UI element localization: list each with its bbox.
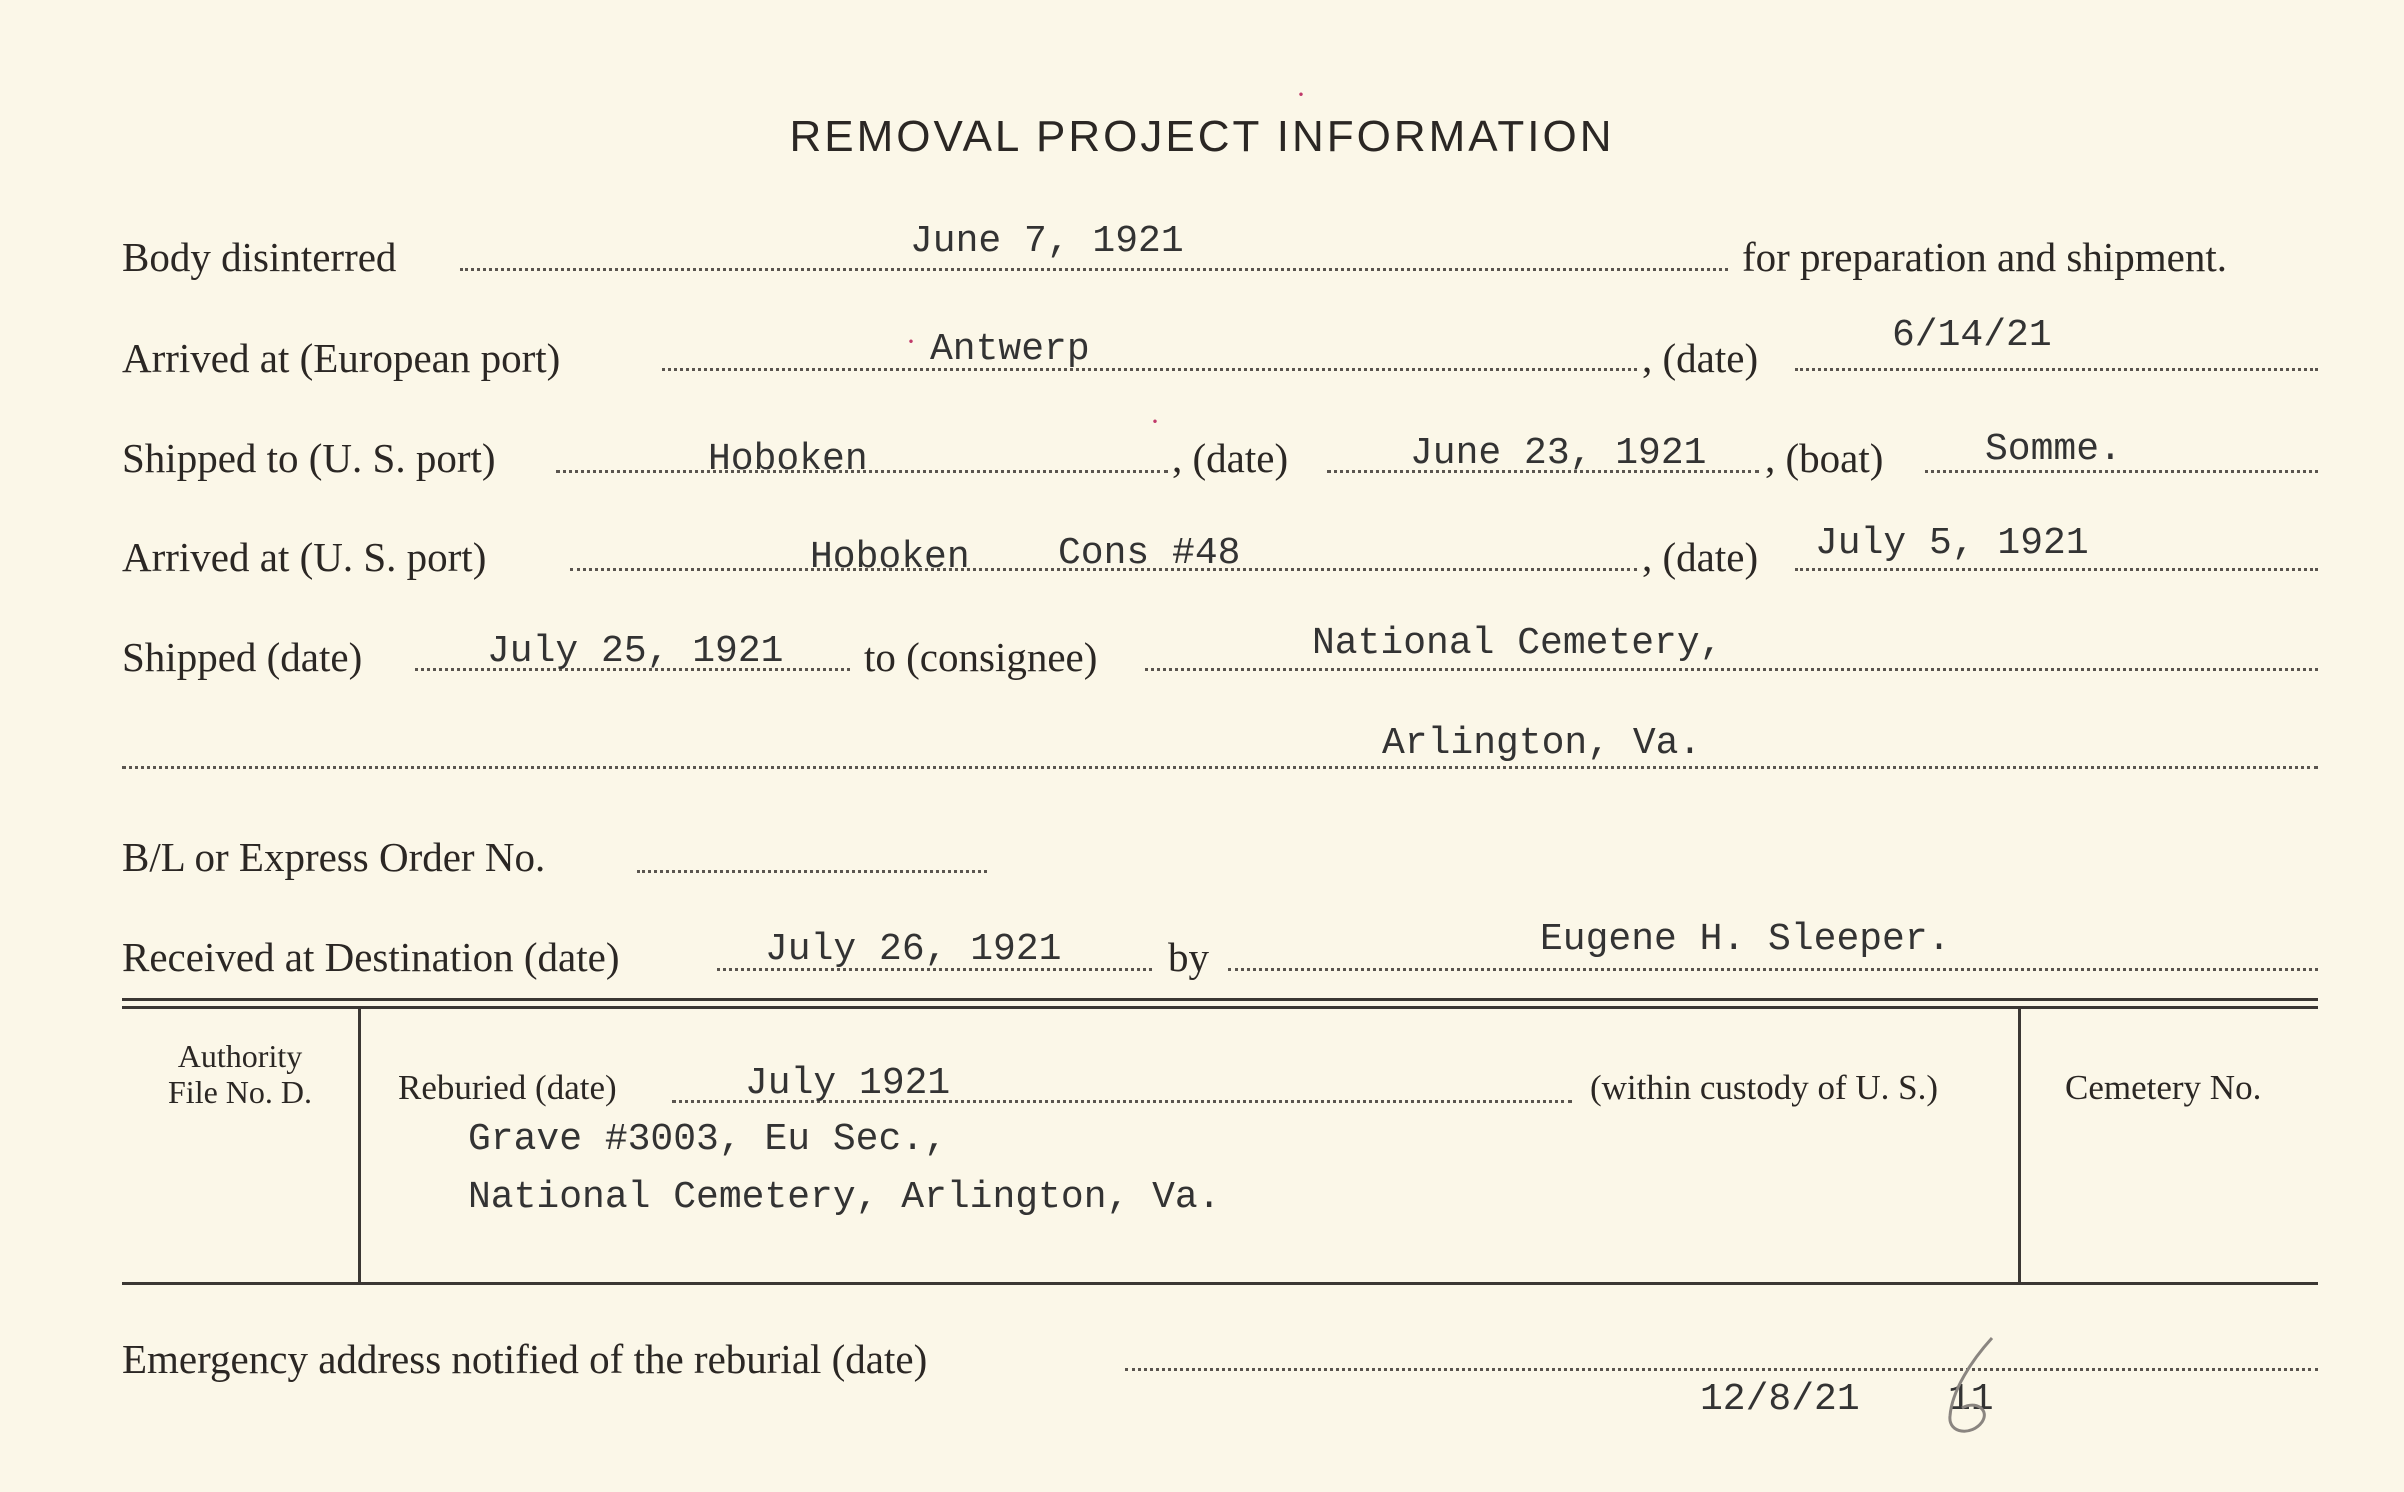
emergency-label: Emergency address notified of the reburial (date)	[122, 1336, 928, 1382]
shipped-value: July 25, 1921	[487, 630, 784, 673]
box-top-rule-2	[122, 1006, 2318, 1009]
box-divider-right	[2018, 1008, 2021, 1283]
grave-line2: National Cemetery, Arlington, Va.	[468, 1176, 1221, 1219]
disinterred-line	[460, 268, 1728, 271]
shipped-us-label: Shipped to (U. S. port)	[122, 435, 496, 481]
emergency-line	[1125, 1368, 2318, 1371]
grave-line1: Grave #3003, Eu Sec.,	[468, 1118, 947, 1161]
shipped-us-boat-label: , (boat)	[1765, 435, 1884, 481]
cemetery-no-label: Cemetery No.	[2065, 1068, 2262, 1107]
consignee-label: to (consignee)	[864, 634, 1098, 680]
european-port-date-value: 6/14/21	[1892, 314, 2052, 357]
arrived-us-label: Arrived at (U. S. port)	[122, 534, 487, 580]
consignee-line-2	[122, 766, 2318, 769]
reburied-value: July 1921	[745, 1062, 951, 1105]
authority-line2: File No. D.	[168, 1074, 312, 1110]
shipped-us-date-label: , (date)	[1172, 435, 1289, 481]
arrived-us-date-value: July 5, 1921	[1815, 522, 2089, 565]
received-by-line	[1228, 968, 2318, 971]
european-port-label: Arrived at (European port)	[122, 335, 561, 381]
card-title: REMOVAL PROJECT INFORMATION	[789, 112, 1615, 161]
box-top-rule-1	[122, 998, 2318, 1001]
european-port-value: Antwerp	[930, 328, 1090, 371]
consignee-line2: Arlington, Va.	[1382, 722, 1702, 765]
arrived-us-date-line	[1795, 568, 2318, 571]
authority-label	[130, 1038, 350, 1110]
disinterred-suffix: for preparation and shipment.	[1742, 234, 2228, 280]
bl-label: B/L or Express Order No.	[122, 834, 546, 880]
disinterred-label: Body disinterred	[122, 234, 397, 280]
box-bottom-rule	[122, 1282, 2318, 1285]
european-port-line	[662, 368, 1637, 371]
received-by-value: Eugene H. Sleeper.	[1540, 918, 1951, 961]
received-value: July 26, 1921	[765, 928, 1062, 971]
european-port-date-line	[1795, 368, 2318, 371]
authority-line1: Authority	[177, 1038, 303, 1074]
ink-speck: ·	[1150, 405, 1160, 438]
arrived-us-cons: Cons #48	[1058, 532, 1241, 575]
arrived-us-value: Hoboken	[810, 536, 970, 579]
received-label: Received at Destination (date)	[122, 934, 620, 980]
european-port-date-label: , (date)	[1642, 335, 1759, 381]
emergency-mark: 11	[1948, 1378, 1994, 1421]
pencil-mark	[1932, 1330, 2012, 1440]
custody-label: (within custody of U. S.)	[1590, 1068, 1939, 1107]
received-by-label: by	[1168, 934, 1209, 980]
arrived-us-date-label: , (date)	[1642, 534, 1759, 580]
shipped-label: Shipped (date)	[122, 634, 363, 680]
ink-speck: ·	[906, 325, 916, 358]
disinterred-value: June 7, 1921	[910, 220, 1184, 263]
emergency-value: 12/8/21	[1700, 1378, 1860, 1421]
consignee-line	[1145, 668, 2318, 671]
reburied-label: Reburied (date)	[398, 1068, 617, 1107]
shipped-us-boat-value: Somme.	[1985, 428, 2122, 471]
bl-line	[637, 870, 987, 873]
ink-speck: ·	[1296, 78, 1306, 111]
shipped-us-date-value: June 23, 1921	[1410, 432, 1707, 475]
shipped-us-value: Hoboken	[708, 438, 868, 481]
consignee-line1: National Cemetery,	[1312, 622, 1723, 665]
box-divider-left	[358, 1008, 361, 1283]
